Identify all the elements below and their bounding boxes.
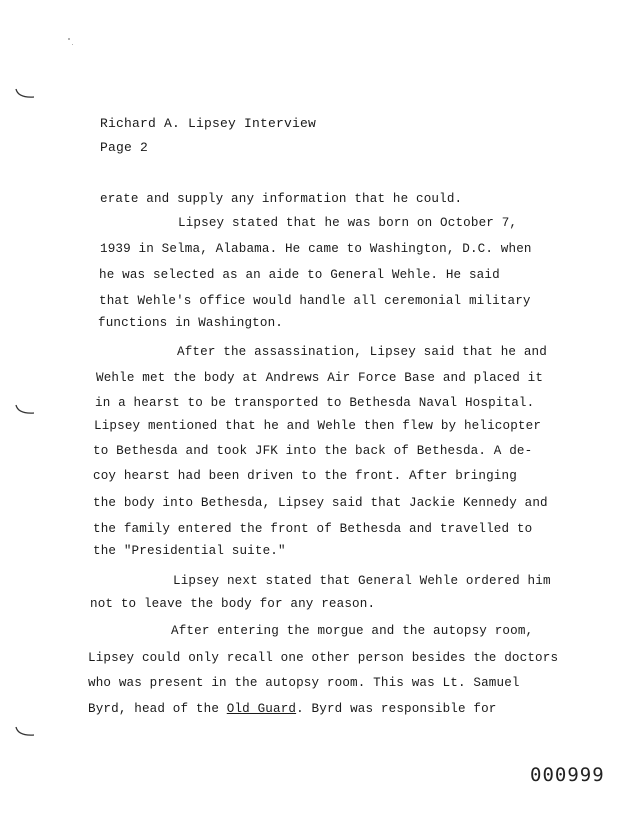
body-line: erate and supply any information that he could. bbox=[100, 192, 463, 206]
body-line: the "Presidential suite." bbox=[93, 544, 286, 558]
body-text: . Byrd was responsible for bbox=[296, 702, 497, 716]
body-line: After entering the morgue and the autopsy room, bbox=[171, 624, 534, 638]
body-line: functions in Washington. bbox=[98, 316, 283, 330]
body-line: 1939 in Selma, Alabama. He came to Washington, D.C. when bbox=[100, 242, 532, 256]
body-line: Lipsey could only recall one other person besides the doctors bbox=[88, 651, 559, 665]
page-number: Page 2 bbox=[100, 140, 149, 155]
old-guard-underlined: Old Guard bbox=[226, 702, 297, 716]
body-line: Lipsey mentioned that he and Wehle then flew by helicopter bbox=[94, 419, 542, 433]
body-line: the family entered the front of Bethesda and travelled to bbox=[93, 522, 533, 536]
body-line: that Wehle's office would handle all ceremonial military bbox=[99, 294, 531, 308]
scan-speck bbox=[68, 38, 70, 40]
body-line: not to leave the body for any reason. bbox=[90, 597, 376, 611]
body-line: Lipsey next stated that General Wehle ordered him bbox=[173, 574, 551, 588]
body-line: to Bethesda and took JFK into the back of Bethesda. A de- bbox=[93, 444, 533, 458]
body-text: Byrd, head of the bbox=[88, 702, 227, 716]
punch-hole-mark-middle bbox=[14, 404, 36, 416]
body-line: coy hearst had been driven to the front. After bringing bbox=[93, 469, 517, 483]
document-title: Richard A. Lipsey Interview bbox=[100, 116, 317, 131]
body-line: he was selected as an aide to General Wehle. He said bbox=[99, 268, 500, 282]
scan-speck bbox=[72, 44, 73, 45]
body-line-last bbox=[88, 702, 497, 716]
body-line: Lipsey stated that he was born on October 7, bbox=[178, 216, 518, 230]
body-line: Wehle met the body at Andrews Air Force Base and placed it bbox=[96, 371, 544, 385]
body-line: the body into Bethesda, Lipsey said that Jackie Kennedy and bbox=[93, 496, 548, 510]
punch-hole-mark-bottom bbox=[14, 726, 36, 738]
body-line: After the assassination, Lipsey said that he and bbox=[177, 345, 547, 359]
body-line: who was present in the autopsy room. This was Lt. Samuel bbox=[88, 676, 520, 690]
body-line: in a hearst to be transported to Bethesda Naval Hospital. bbox=[95, 396, 535, 410]
document-number: 000999 bbox=[530, 764, 605, 786]
punch-hole-mark-top bbox=[14, 88, 36, 100]
